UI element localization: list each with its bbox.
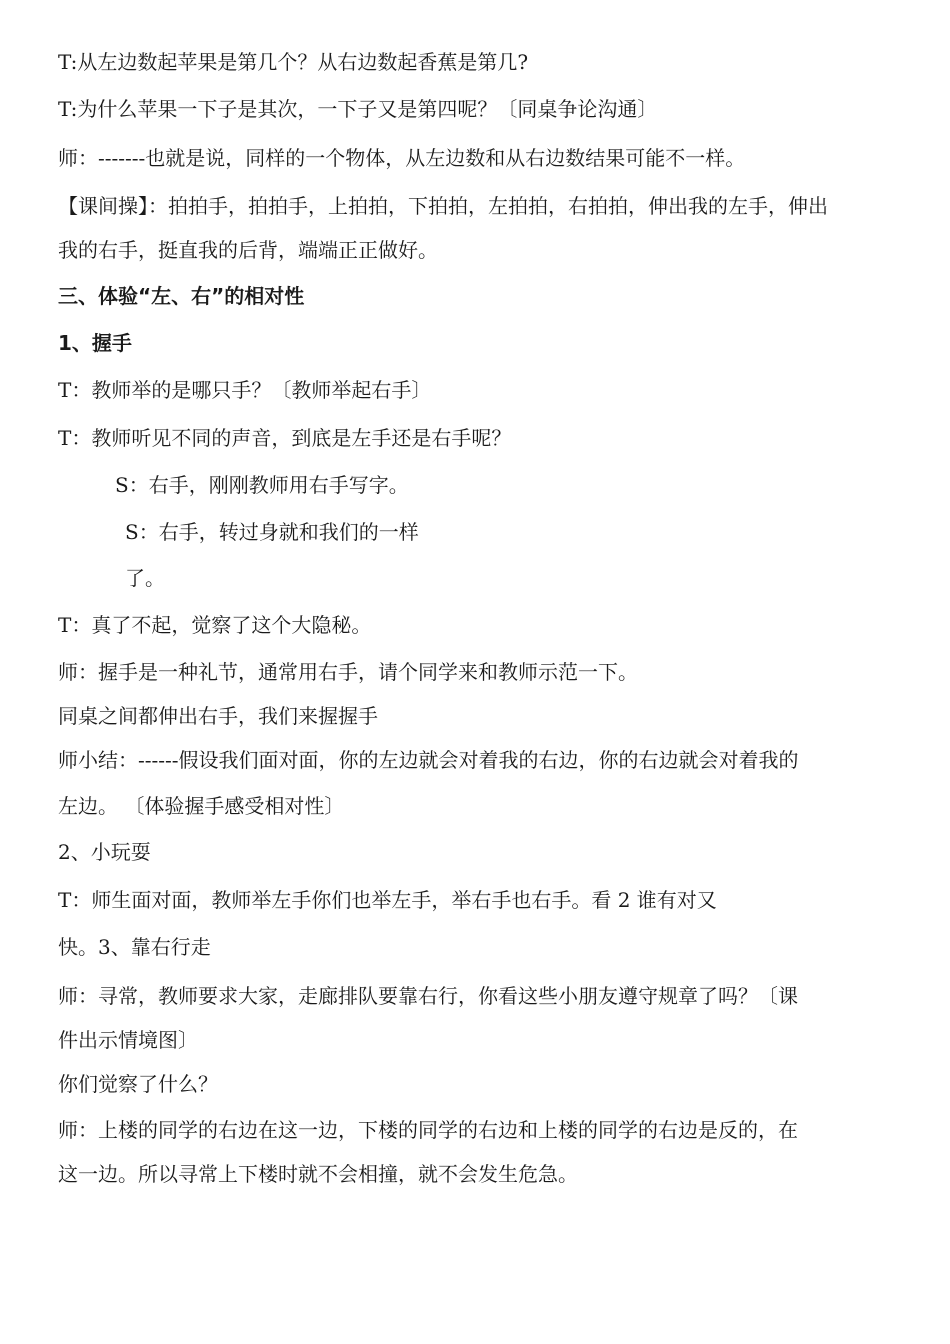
text-line-which-hand: T：教师举的是哪只手？〔教师举起右手〕 (58, 378, 432, 402)
subheading-handshake: 1、握手 (58, 331, 132, 355)
text-line-question-why: T:为什么苹果一下子是其次，一下子又是第四呢？〔同桌争论沟通〕 (58, 97, 658, 121)
text-line-stairs-explanation-cont: 这一边。所以寻常上下楼时就不会相撞，就不会发生危急。 (58, 1162, 578, 1186)
text-line-deskmates-shake: 同桌之间都伸出右手，我们来握握手 (58, 704, 378, 728)
text-line-question-position: T:从左边数起苹果是第几个？从右边数起香蕉是第几? (58, 50, 529, 74)
section-heading-relativity: 三、体验“左、右”的相对性 (58, 284, 305, 308)
text-line-student-answer-1: S：右手，刚刚教师用右手写字。 (115, 473, 409, 497)
text-line-teacher-summary: 师：-------也就是说，同样的一个物体，从左边数和从右边数结果可能不一样。 (58, 146, 746, 170)
text-line-left-or-right: T：教师听见不同的声音，到底是左手还是右手呢？ (58, 426, 512, 450)
text-line-student-answer-2-cont: 了。 (125, 566, 165, 590)
text-line-student-answer-2: S：右手，转过身就和我们的一样 (125, 520, 419, 544)
text-line-praise: T：真了不起，觉察了这个大隐秘。 (58, 613, 372, 637)
text-line-exercise-break: 【课间操】：拍拍手，拍拍手，上拍拍，下拍拍，左拍拍，右拍拍，伸出我的左手，伸出 (58, 194, 828, 218)
text-line-teacher-conclusion: 师小结：------假设我们面对面，你的左边就会对着我的右边，你的右边就会对着我的 (58, 748, 799, 772)
text-line-handshake-etiquette: 师：握手是一种礼节，通常用右手，请个同学来和教师示范一下。 (58, 660, 638, 684)
text-line-stairs-explanation: 师：上楼的同学的右边在这一边，下楼的同学的右边和上楼的同学的右边是反的，在 (58, 1118, 798, 1142)
text-line-keep-right: 快。3、靠右行走 (58, 935, 211, 959)
text-line-what-noticed: 你们觉察了什么？ (58, 1072, 218, 1096)
text-line-corridor-rule: 师：寻常，教师要求大家，走廊排队要靠右行，你看这些小朋友遵守规章了吗？〔课 (58, 984, 798, 1008)
text-line-teacher-conclusion-cont: 左边。 〔体验握手感受相对性〕 (58, 794, 345, 818)
subheading-small-game: 2、小玩耍 (58, 840, 151, 864)
text-line-exercise-break-cont: 我的右手，挺直我的后背，端端正正做好。 (58, 238, 438, 262)
text-line-corridor-rule-cont: 件出示情境图〕 (58, 1028, 198, 1052)
text-line-face-to-face: T：师生面对面，教师举左手你们也举左手，举右手也右手。看 2 谁有对又 (58, 888, 717, 912)
